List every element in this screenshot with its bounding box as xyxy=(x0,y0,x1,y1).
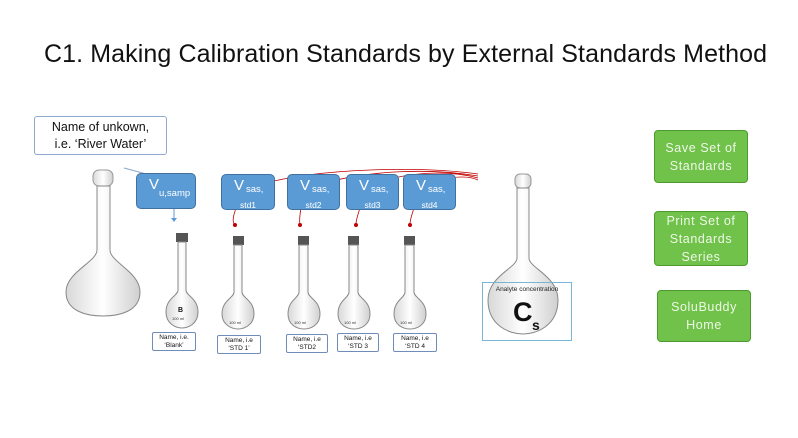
std4-name-label[interactable] xyxy=(393,333,437,352)
std4-volume-box[interactable] xyxy=(403,174,456,210)
flask-volume-mark: 100 ml xyxy=(172,316,185,321)
volume-symbol: V xyxy=(149,176,160,193)
label-line2: ‘STD 4 xyxy=(405,343,425,350)
volume-symbol: V xyxy=(359,177,370,194)
std1-volume-box[interactable] xyxy=(221,174,275,210)
label-line2: ‘STD2 xyxy=(297,344,317,351)
volume-symbol: V xyxy=(416,177,427,194)
std1-name-label[interactable] xyxy=(217,335,261,354)
blank-flask-letter: B xyxy=(178,307,184,314)
volume-subscript-std: std1 xyxy=(239,200,257,210)
volume-symbol: V xyxy=(300,177,311,194)
volume-subscript: sas, xyxy=(428,184,446,195)
volume-symbol: V xyxy=(234,177,245,194)
label-line1: Name, i.e xyxy=(293,336,321,343)
flask-volume-mark: 100 ml xyxy=(400,320,413,325)
unknown-name-box[interactable] xyxy=(34,116,167,155)
flask-volume-mark: 100 ml xyxy=(294,320,307,325)
label-line2: ‘STD 1’ xyxy=(228,345,250,352)
dose-drop xyxy=(354,223,358,227)
blank-name-label[interactable] xyxy=(152,332,196,351)
unknown-sample-flask xyxy=(66,170,140,316)
label-line2: ‘STD 3 xyxy=(348,343,368,350)
button-line2: Standards xyxy=(669,231,733,246)
page-title: C1. Making Calibration Standards by External Standards Method xyxy=(44,40,768,68)
solubuddy-home-button[interactable] xyxy=(657,290,751,342)
print-standards-button[interactable] xyxy=(654,211,748,266)
label-line1: Name, i.e. xyxy=(159,334,189,341)
std2-volume-box[interactable] xyxy=(287,174,340,210)
std3-flask xyxy=(338,236,370,329)
dose-drop xyxy=(233,223,237,227)
save-standards-button[interactable] xyxy=(654,130,748,183)
std4-flask xyxy=(394,236,426,329)
volume-subscript-std: std4 xyxy=(421,200,438,210)
volume-subscript: sas, xyxy=(312,184,330,195)
flask-volume-mark: 100 ml xyxy=(229,320,242,325)
std3-name-label[interactable] xyxy=(337,333,379,352)
volume-subscript-std: std3 xyxy=(364,200,381,210)
volume-subscript-std: std2 xyxy=(305,200,322,210)
std3-volume-box[interactable] xyxy=(346,174,399,210)
analyte-caption: Analyte concentration xyxy=(495,286,559,293)
std1-flask xyxy=(222,236,254,329)
label-line1: Name, i.e xyxy=(225,337,253,344)
volume-subscript: sas, xyxy=(246,184,264,195)
analyte-concentration-box[interactable] xyxy=(482,282,572,341)
label-line1: Name, i.e xyxy=(401,335,429,342)
analyte-symbol: C xyxy=(513,297,533,327)
std2-flask xyxy=(288,236,320,329)
dose-drop xyxy=(298,223,302,227)
sample-arrowhead xyxy=(171,218,177,222)
button-line1: Print Set of xyxy=(666,213,736,228)
label-line1: Name, i.e xyxy=(344,335,372,342)
flask-volume-mark: 100 ml xyxy=(344,320,357,325)
unknown-name-line2: i.e. ‘River Water’ xyxy=(54,137,147,151)
dose-drop xyxy=(408,223,412,227)
analyte-subscript: s xyxy=(532,317,540,333)
volume-subscript: sas, xyxy=(371,184,389,195)
button-line1: SoluBuddy xyxy=(671,300,737,314)
button-line2: Standards xyxy=(669,158,733,173)
button-line1: Save Set of xyxy=(665,140,737,155)
sample-volume-box[interactable] xyxy=(136,173,196,209)
button-line3: Series xyxy=(681,249,721,264)
unknown-name-line1: Name of unkown, xyxy=(51,120,150,134)
label-line2: ‘Blank’ xyxy=(164,342,184,349)
volume-subscript: u,samp xyxy=(159,188,191,199)
button-line2: Home xyxy=(686,318,722,332)
std2-name-label[interactable] xyxy=(286,334,328,353)
